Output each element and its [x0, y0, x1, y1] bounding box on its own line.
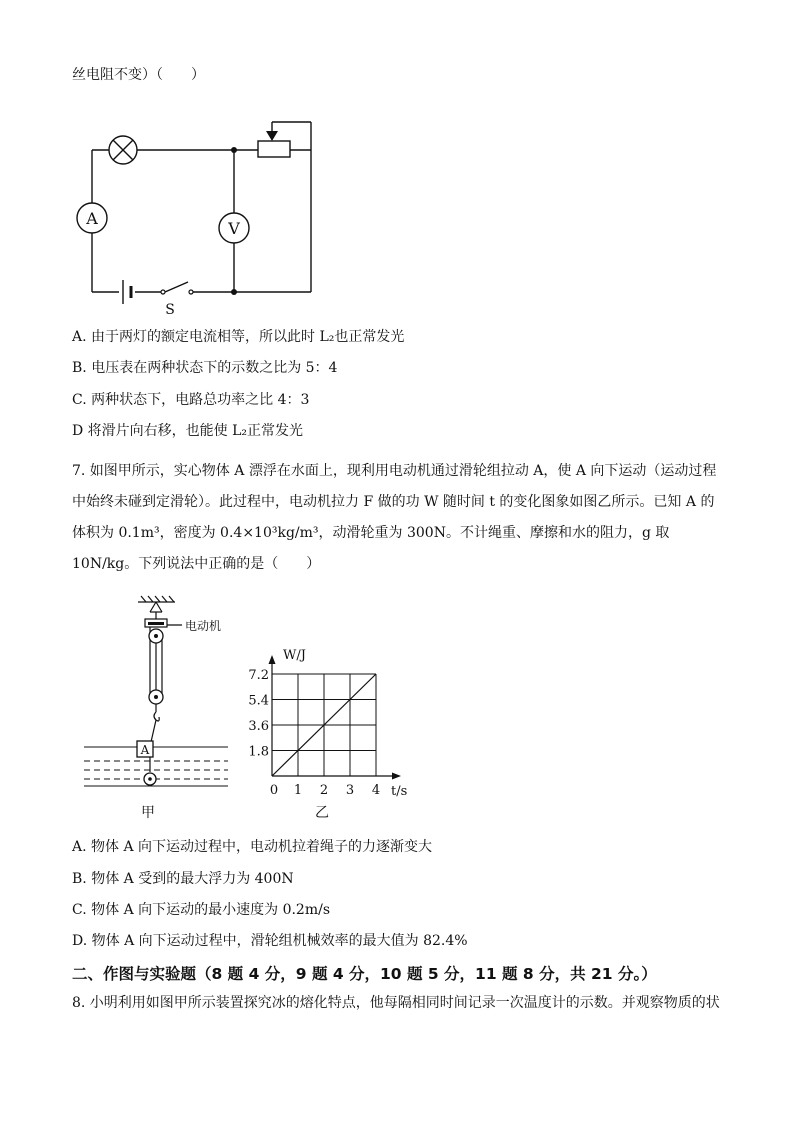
chart-x-tick-label: 4	[371, 783, 381, 798]
q7-option-b: B. 物体 A 受到的最大浮力为 400N	[72, 871, 294, 887]
fig-b-caption: 乙	[315, 805, 329, 821]
q6-option-a: A. 由于两灯的额定电流相等，所以此时 L₂也正常发光	[72, 329, 405, 345]
chart-xlabel: t/s	[391, 784, 408, 799]
q7-option-d: D. 物体 A 向下运动过程中，滑轮组机械效率的最大值为 82.4%	[72, 933, 468, 949]
svg-text:A: A	[86, 209, 98, 228]
chart-x-tick-label: 3	[345, 783, 355, 798]
chart-y-tick-label: 3.6	[248, 719, 269, 734]
q6-option-b: B. 电压表在两种状态下的示数之比为 5：4	[72, 360, 338, 376]
q7-stem: 7. 如图甲所示，实心物体 A 漂浮在水面上，现利用电动机通过滑轮组拉动 A，使 A 向下运动（运动过程中始终未碰到定滑轮）。此过程中，电动机拉力 F 做的功 W 随时间 t 的变化图象如图乙所示。已知 A 的体积为 0.1m³，密度为 0.4×10³kg/m³，动滑轮重为 300N。不计绳重、摩擦和水的阻力，g 取 10N/kg。下列说法中正确的是（ ）	[72, 463, 717, 572]
chart-y-tick-label: 7.2	[248, 668, 269, 683]
svg-text:A: A	[140, 743, 150, 757]
svg-text:S: S	[165, 302, 175, 318]
chart-ylabel: W/J	[283, 648, 306, 663]
chart-ticks	[248, 668, 380, 798]
q7-option-a: A. 物体 A 向下运动过程中，电动机拉着绳子的力逐渐变大	[72, 839, 433, 855]
section-2-heading: 二、作图与实验题（8 题 4 分，9 题 4 分，10 题 5 分，11 题 8 分，共 21 分。）	[72, 965, 657, 983]
chart-x-axis-arrow	[392, 773, 401, 780]
chart-y-tick-label: 1.8	[248, 744, 269, 760]
svg-text:电动机: 电动机	[185, 619, 222, 633]
q8-stem: 8. 小明利用如图甲所示装置探究冰的熔化特点，他每隔相同时间记录一次温度计的示数。并观察物质的状	[72, 995, 720, 1011]
svg-text:V: V	[228, 219, 240, 238]
chart-y-tick-label: 5.4	[248, 693, 269, 709]
chart-x-tick-label: 2	[319, 783, 329, 798]
q6-option-d: D 将滑片向右移，也能使 L₂正常发光	[72, 423, 304, 439]
q7-option-c: C. 物体 A 向下运动的最小速度为 0.2m/s	[72, 902, 331, 918]
q6-option-c: C. 两种状态下，电路总功率之比 4：3	[72, 392, 310, 408]
svg-text:甲: 甲	[141, 805, 155, 821]
chart-x-tick-label: 1	[293, 783, 303, 798]
chart-y-axis-arrow	[269, 655, 276, 664]
chart-x-tick-label: 0	[269, 783, 279, 798]
question-6-tail: 丝电阻不变）（ ）	[72, 67, 205, 83]
